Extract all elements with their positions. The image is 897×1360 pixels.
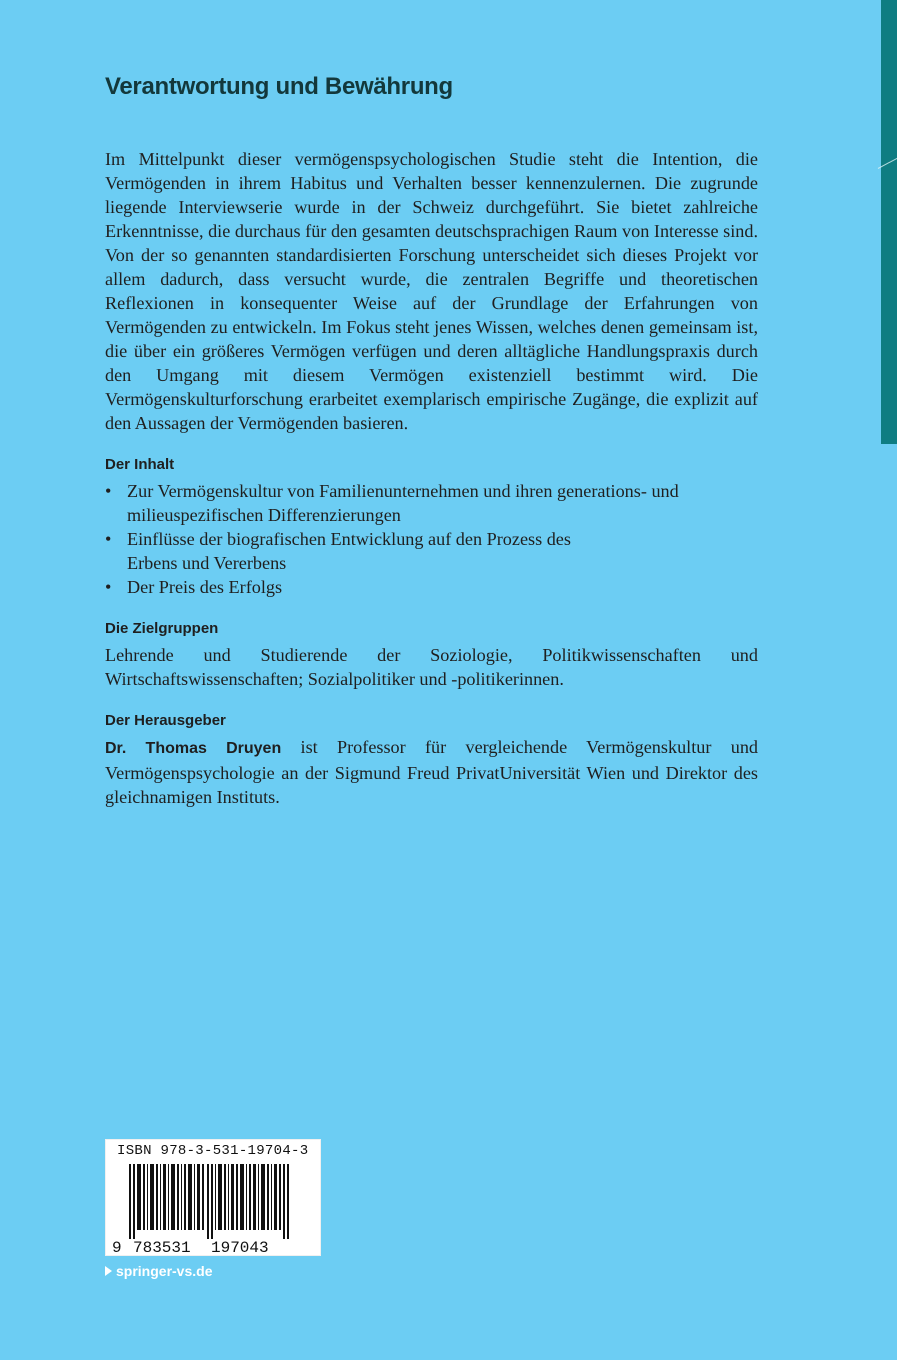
contents-list-item — [105, 575, 758, 599]
audience-section — [105, 619, 758, 691]
audience-heading: Die Zielgruppen — [105, 620, 219, 637]
triangle-right-icon — [105, 1266, 112, 1276]
back-cover-content — [105, 147, 758, 809]
publisher-website-link[interactable] — [105, 1263, 212, 1279]
audience-text: Lehrende und Studierende der Soziologie, Politikwissenschaften und Wirtschaftswissenschaften; Sozialpolitiker und -politikerinnen. — [105, 645, 758, 689]
barcode-right-group: 197043 — [211, 1239, 269, 1257]
isbn-barcode-box — [105, 1139, 321, 1256]
barcode-left-group: 783531 — [133, 1239, 191, 1257]
contents-item-line: Einflüsse der biografischen Entwicklung auf den Prozess des — [127, 529, 571, 549]
barcode-first-digit: 9 — [112, 1239, 122, 1257]
spine-accent — [881, 0, 897, 444]
contents-item-line: Der Preis des Erfolgs — [127, 577, 283, 597]
contents-item-line: milieuspezifischen Differenzierungen — [127, 505, 401, 525]
editor-description: ist Professor für vergleichende Vermögenskultur und Vermögenspsychologie an der Sigmund Freud PrivatUniversität Wien und Direktor des gleichnamigen Instituts. — [105, 737, 759, 807]
barcode-bars — [129, 1164, 289, 1239]
book-description: Im Mittelpunkt dieser vermögenspsychologischen Studie steht die Intention, die Vermögenden in ihrem Habitus und Verhalten besser kennenzulernen. Die zugrunde liegende Interviewserie wurde in der Schweiz durchgeführt. Sie bietet zahlreiche Erkenntnisse, die durchaus für den gesamten deutschsprachigen Raum von Interesse sind. Von der so genannten standardisierten Forschung unterscheidet sich dieses Projekt vor allem dadurch, dass versucht wurde, die zentralen Begriffe und theoretischen Reflexionen in konsequenter Weise auf der Grundlage der Erfahrungen von Vermögenden zu entwickeln. Im Fokus steht jenes Wissen, welches denen gemeinsam ist, die über ein größeres Vermögen verfügen und deren alltägliche Handlungspraxis durch den Umgang mit diesem Vermögen existenziell bestimmt wird. Die Vermögenskulturforschung erarbeitet exemplarisch empirische Zugänge, die explizit auf den Aussagen der Vermögenden basieren. — [105, 149, 758, 433]
publisher-website-text: springer-vs.de — [116, 1263, 213, 1279]
editor-name: Dr. Thomas Druyen — [105, 740, 282, 757]
contents-list — [105, 479, 758, 599]
editor-heading: Der Herausgeber — [105, 712, 226, 729]
contents-list-item — [105, 527, 758, 575]
editor-section — [105, 711, 758, 809]
contents-list-item — [105, 479, 758, 527]
contents-item-line: Erbens und Vererbens — [127, 553, 287, 573]
book-title: Verantwortung und Bewährung — [105, 73, 453, 100]
barcode-icon — [106, 1140, 321, 1256]
contents-heading: Der Inhalt — [105, 456, 175, 473]
editor-bio — [105, 735, 758, 809]
contents-section — [105, 455, 758, 599]
contents-item-line: Zur Vermögenskultur von Familienunternehmen und ihren generations- und — [127, 481, 679, 501]
isbn-label: ISBN 978-3-531-19704-3 — [117, 1143, 309, 1159]
